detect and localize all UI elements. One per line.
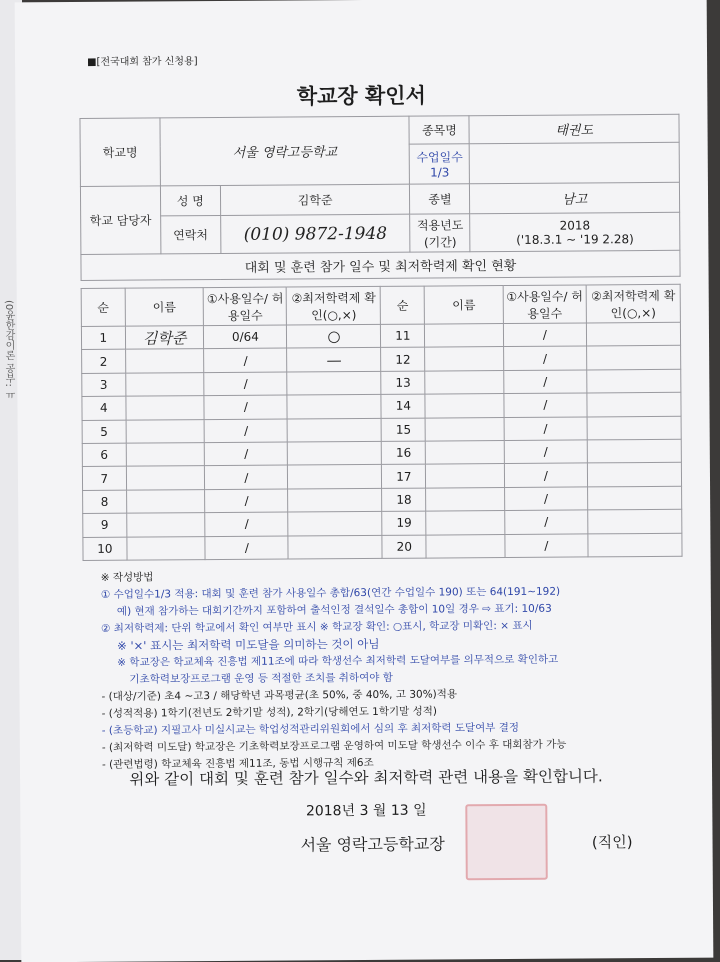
note-item: ※ 학교장은 학교체육 진흥법 제11조에 따라 학생선수 최저학력 도달여부를 의무적으로 확인하고: [117, 653, 559, 669]
col-days: ①사용일수/ 허용일수: [204, 287, 287, 326]
name-label: 성 명: [160, 185, 220, 215]
row-days: /: [503, 323, 586, 347]
row-check: [587, 463, 681, 487]
row-check: [588, 533, 682, 557]
row-days: /: [205, 536, 288, 560]
row-name: [426, 487, 505, 511]
contact-label: 연락처: [160, 215, 220, 253]
event-label: 종별: [410, 184, 470, 214]
row-no: 19: [382, 511, 426, 535]
event-value: 남고: [470, 182, 680, 213]
official-stamp: [465, 804, 548, 881]
row-check: [288, 418, 382, 442]
row-days: /: [205, 442, 288, 466]
instructions: [101, 566, 672, 774]
sport-label: 종목명: [409, 116, 469, 144]
note-item: - (초등학교) 지필고사 미실시교는 학업성적관리위원회에서 심의 후 최저학력 도달여부 결정: [101, 721, 520, 737]
row-no: 10: [83, 537, 127, 561]
row-name: [126, 489, 205, 513]
col-check: ②최저학력제 확인(○,×): [287, 286, 381, 325]
row-no: 13: [381, 371, 425, 395]
row-check: [288, 511, 382, 535]
row-check: [288, 488, 382, 512]
row-check: [587, 346, 681, 370]
row-no: 2: [82, 350, 126, 374]
row-name: [125, 349, 204, 373]
row-check: [587, 439, 681, 463]
row-name: [426, 534, 505, 558]
row-no: 4: [82, 396, 126, 420]
row-name: [127, 536, 206, 560]
row-days: /: [204, 372, 287, 396]
row-no: 1: [81, 326, 125, 350]
row-check: —: [287, 348, 381, 372]
row-check: [288, 465, 382, 489]
row-name: [126, 443, 205, 467]
row-no: 15: [382, 418, 426, 442]
note-item: ① 수업일수1/3 적용: 대회 및 훈련 참가 사용일수 총합/63(연간 수업일수 190) 또는 64(191~192): [100, 585, 561, 601]
manager-label: 학교 담당자: [80, 186, 160, 255]
row-days: /: [504, 440, 587, 464]
row-days: /: [504, 417, 587, 441]
row-name: 김학준: [125, 326, 204, 350]
note-item: 기초학력보장프로그램 운영 등 적절한 조치를 취하여야 함: [129, 671, 393, 686]
row-name: [426, 464, 505, 488]
year-label: 적용년도 (기간): [410, 214, 470, 252]
row-check: [588, 509, 682, 533]
row-name: [126, 466, 205, 490]
row-check: [288, 441, 382, 465]
row-no: 18: [382, 488, 426, 512]
school-label: 학교명: [80, 118, 160, 187]
date-text: 2018년 3 월 13 일: [305, 802, 427, 820]
row-days: /: [505, 510, 588, 534]
note-item: - (최저학력 미도달) 학교장은 기초학력보장프로그램 운영하여 미도달 학생선수 이수 후 대회참가 가능: [101, 738, 567, 754]
row-name: [125, 372, 204, 396]
row-name: [426, 511, 505, 535]
row-name: [425, 370, 504, 394]
row-days: 0/64: [204, 325, 287, 349]
confirm-text: 위와 같이 대회 및 훈련 참가 일수와 최저학력 관련 내용을 확인합니다.: [129, 767, 603, 789]
row-name: [425, 347, 504, 371]
row-days: /: [504, 487, 587, 511]
row-days: /: [204, 419, 287, 443]
days-label: 수업일수 1/3: [410, 144, 470, 184]
row-no: 14: [381, 394, 425, 418]
info-table: [79, 114, 680, 281]
row-no: 3: [82, 373, 126, 397]
row-days: /: [205, 512, 288, 536]
col-name-right: 이름: [424, 286, 503, 325]
form-tag: ■[전국대회 참가 신청용]: [87, 56, 198, 68]
row-no: 8: [83, 490, 127, 514]
row-no: 17: [382, 464, 426, 488]
row-check: ○: [287, 324, 381, 348]
row-check: [587, 486, 681, 510]
note-item: - (관련법령) 학교체육 진흥법 제11조, 동법 시행규칙 제6조: [101, 756, 374, 771]
row-check: [288, 535, 382, 559]
col-check-right: ②최저학력제 확인(○,×): [586, 284, 680, 323]
row-days: /: [205, 489, 288, 513]
page-title: 학교장 확인서: [296, 83, 426, 109]
row-name: [425, 394, 504, 418]
year-cell: [470, 212, 680, 251]
row-name: [126, 419, 205, 443]
sport-value: 태권도: [469, 114, 679, 143]
bleed-through-text: (0윤한감이론 공부: ㅠ: [3, 300, 14, 400]
row-no: 7: [82, 467, 126, 491]
status-table: [81, 284, 683, 561]
school-value: 서울 영락고등학교: [160, 116, 410, 186]
note-item: 예) 현재 참가하는 대회기간까지 포함하여 출석인정 결석일수 총합이 10일 경우 ⇨ 표기: 10/63: [116, 602, 552, 618]
signer: 서울 영락고등학교장: [300, 834, 445, 855]
note-item: ※ '×' 표시는 최저학력 미도달을 의미하는 것이 아님: [117, 636, 380, 653]
days-value: [469, 142, 679, 183]
row-name: [425, 440, 504, 464]
row-no: 9: [83, 513, 127, 537]
col-name: 이름: [125, 288, 204, 327]
row-no: 20: [382, 535, 426, 559]
row-no: 6: [82, 443, 126, 467]
row-name: [425, 417, 504, 441]
seal-label: (직인): [591, 833, 633, 852]
row-name: [425, 324, 504, 348]
contact-value: (010) 9872-1948: [220, 214, 410, 253]
row-days: /: [204, 395, 287, 419]
row-name: [126, 513, 205, 537]
col-days-right: ①사용일수/ 허용일수: [503, 285, 586, 324]
row-check: [587, 369, 681, 393]
note-item: ② 최저학력제: 단위 학교에서 확인 여부만 표시 ※ 학교장 확인: ○표시, 학교장 미확인: × 표시: [100, 619, 533, 635]
row-no: 5: [82, 420, 126, 444]
row-no: 11: [381, 324, 425, 348]
row-days: /: [504, 370, 587, 394]
row-days: /: [504, 393, 587, 417]
row-days: /: [505, 533, 588, 557]
col-no-right: 순: [381, 286, 425, 324]
row-days: /: [504, 463, 587, 487]
row-check: [586, 322, 680, 346]
row-check: [287, 371, 381, 395]
row-check: [587, 392, 681, 416]
name-value: 김학준: [220, 184, 410, 215]
row-days: /: [204, 348, 287, 372]
status-title: 대회 및 훈련 참가 일수 및 최저학력제 확인 현황: [81, 250, 680, 280]
note-item: - (성적적용) 1학기(전년도 2학기말 성적), 2학기(당해연도 1학기말 성적): [101, 705, 438, 720]
note-item: - (대상/기준) 초4 ~고3 / 해당학년 과목평균(초 50%, 중 40%, 고 30%)적용: [101, 688, 458, 703]
row-check: [587, 416, 681, 440]
table-row: [83, 533, 682, 561]
row-no: 16: [382, 441, 426, 465]
row-days: /: [503, 346, 586, 370]
row-check: [287, 395, 381, 419]
row-no: 12: [381, 347, 425, 371]
note-heading: ※ 작성방법: [100, 571, 154, 584]
year-value: 2018: [559, 217, 591, 233]
period-value: ('18.3.1 ~ '19 2.28): [516, 231, 634, 247]
col-no: 순: [81, 288, 125, 326]
row-name: [126, 396, 205, 420]
row-days: /: [205, 465, 288, 489]
form-paper: [15, 0, 714, 962]
